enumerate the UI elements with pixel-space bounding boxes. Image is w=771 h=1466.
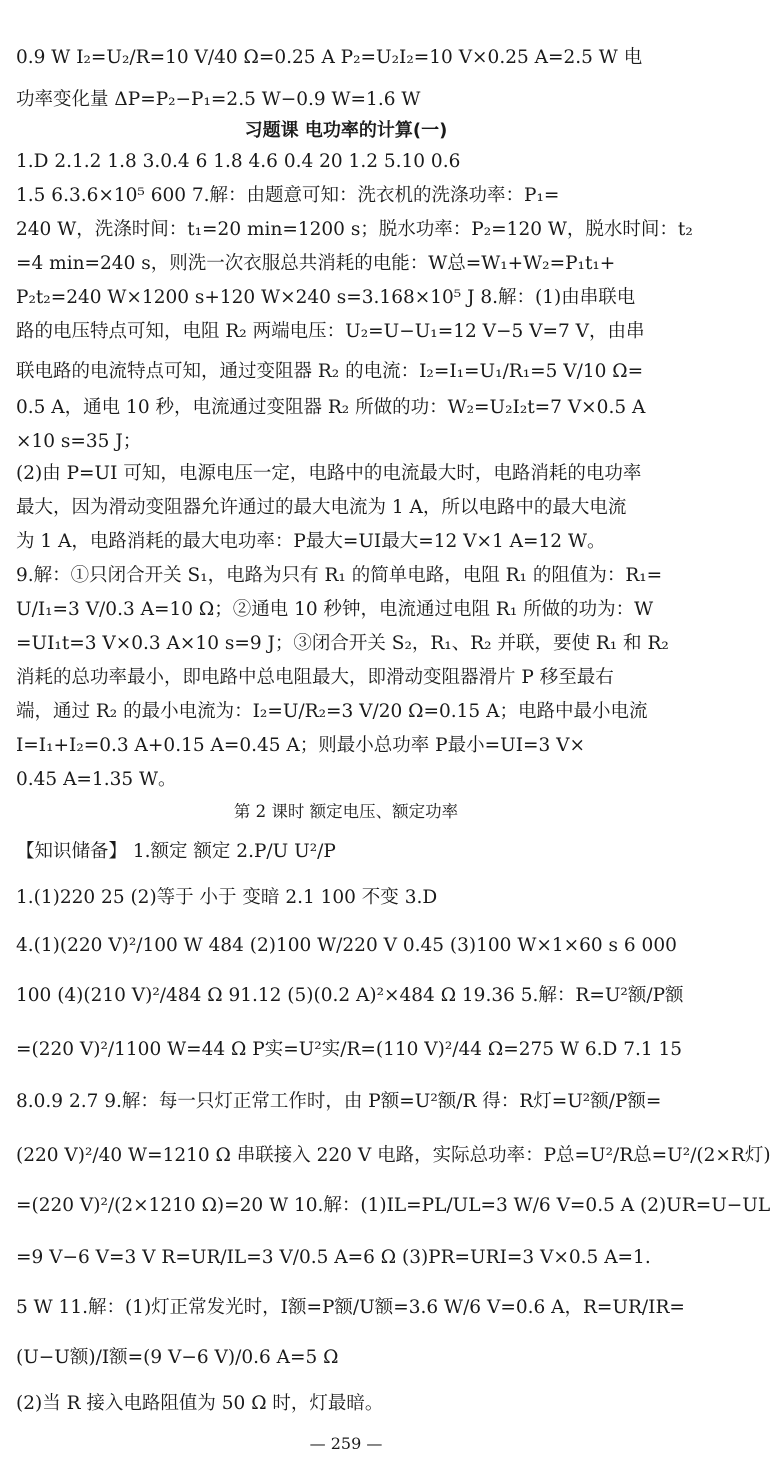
text-line: 4.(1)(220 V)²/100 W 484 (2)100 W/220 V 0.45 (3)100 W×1×60 s 6 000 [16, 935, 677, 956]
text-line: 9.解：①只闭合开关 S₁，电路为只有 R₁ 的简单电路，电阻 R₁ 的阻值为：R₁= [16, 565, 663, 586]
text-line: 240 W，洗涤时间：t₁=20 min=1200 s；脱水功率：P₂=120 W，脱水时间：t₂ [16, 219, 693, 240]
text-line: 最大，因为滑动变阻器允许通过的最大电流为 1 A，所以电路中的最大电流 [16, 497, 627, 518]
text-line: 0.9 W I₂=U₂/R=10 V/40 Ω=0.25 A P₂=U₂I₂=10 V×0.25 A=2.5 W 电 [16, 47, 643, 68]
text-line: (220 V)²/40 W=1210 Ω 串联接入 220 V 电路，实际总功率：P总=U²/R总=U²/(2×R灯) [16, 1145, 771, 1166]
text-line: 1.(1)220 25 (2)等于 小于 变暗 2.1 100 不变 3.D [16, 887, 438, 908]
lesson-heading: 习题课 电功率的计算(一) [244, 120, 448, 141]
text-line: 【知识储备】 1.额定 额定 2.P/U U²/P [16, 841, 336, 862]
text-line: 路的电压特点可知，电阻 R₂ 两端电压：U₂=U−U₁=12 V−5 V=7 V，由串 [16, 321, 645, 342]
section-heading: 第 2 课时 额定电压、额定功率 [233, 802, 459, 821]
text-line: =(220 V)²/1100 W=44 Ω P实=U²实/R=(110 V)²/44 Ω=275 W 6.D 7.1 15 [16, 1039, 683, 1060]
text-line: 0.45 A=1.35 W。 [16, 769, 177, 790]
page-number: — 259 — [309, 1434, 383, 1453]
text-line: P₂t₂=240 W×1200 s+120 W×240 s=3.168×10⁵ J 8.解：(1)由串联电 [16, 287, 636, 308]
text-line: 1.5 6.3.6×10⁵ 600 7.解：由题意可知：洗衣机的洗涤功率：P₁= [16, 185, 560, 206]
text-line: =9 V−6 V=3 V R=UR/IL=3 V/0.5 A=6 Ω (3)PR=URI=3 V×0.5 A=1. [16, 1247, 651, 1268]
text-line: 端，通过 R₂ 的最小电流为：I₂=U/R₂=3 V/20 Ω=0.15 A；电路中最小电流 [16, 701, 648, 722]
text-line: =4 min=240 s，则洗一次衣服总共消耗的电能：W总=W₁+W₂=P₁t₁+ [16, 253, 616, 274]
text-line: =(220 V)²/(2×1210 Ω)=20 W 10.解：(1)IL=PL/UL=3 W/6 V=0.5 A (2)UR=U−UL [16, 1195, 771, 1216]
text-line: 100 (4)(210 V)²/484 Ω 91.12 (5)(0.2 A)²×484 Ω 19.36 5.解：R=U²额/P额 [16, 985, 684, 1006]
text-line: 0.5 A，通电 10 秒，电流通过变阻器 R₂ 所做的功：W₂=U₂I₂t=7 V×0.5 A [16, 397, 646, 418]
text-line: 功率变化量 ΔP=P₂−P₁=2.5 W−0.9 W=1.6 W [16, 89, 421, 110]
text-line: 联电路的电流特点可知，通过变阻器 R₂ 的电流：I₂=I₁=U₁/R₁=5 V/10 Ω= [16, 361, 644, 382]
text-line: ×10 s=35 J； [16, 431, 142, 452]
text-line: 5 W 11.解：(1)灯正常发光时，I额=P额/U额=3.6 W/6 V=0.6 A，R=UR/IR= [16, 1297, 685, 1318]
text-line: (2)当 R 接入电路阻值为 50 Ω 时，灯最暗。 [16, 1393, 384, 1414]
text-line: =UI₁t=3 V×0.3 A×10 s=9 J；③闭合开关 S₂，R₁、R₂ 并联，要使 R₁ 和 R₂ [16, 633, 669, 654]
text-line: (2)由 P=UI 可知，电源电压一定，电路中的电流最大时，电路消耗的电功率 [16, 463, 642, 484]
text-line: I=I₁+I₂=0.3 A+0.15 A=0.45 A；则最小总功率 P最小=UI=3 V× [16, 735, 586, 756]
text-line: 1.D 2.1.2 1.8 3.0.4 6 1.8 4.6 0.4 20 1.2 5.10 0.6 [16, 151, 461, 172]
text-line: 为 1 A，电路消耗的最大电功率：P最大=UI最大=12 V×1 A=12 W。 [16, 531, 606, 552]
text-line: U/I₁=3 V/0.3 A=10 Ω；②通电 10 秒钟，电流通过电阻 R₁ 所做的功为：W [16, 599, 654, 620]
text-line: (U−U额)/I额=(9 V−6 V)/0.6 A=5 Ω [16, 1347, 339, 1368]
text-line: 8.0.9 2.7 9.解：每一只灯正常工作时，由 P额=U²额/R 得：R灯=U²额/P额= [16, 1091, 662, 1112]
text-line: 消耗的总功率最小，即电路中总电阻最大，即滑动变阻器滑片 P 移至最右 [16, 667, 614, 688]
